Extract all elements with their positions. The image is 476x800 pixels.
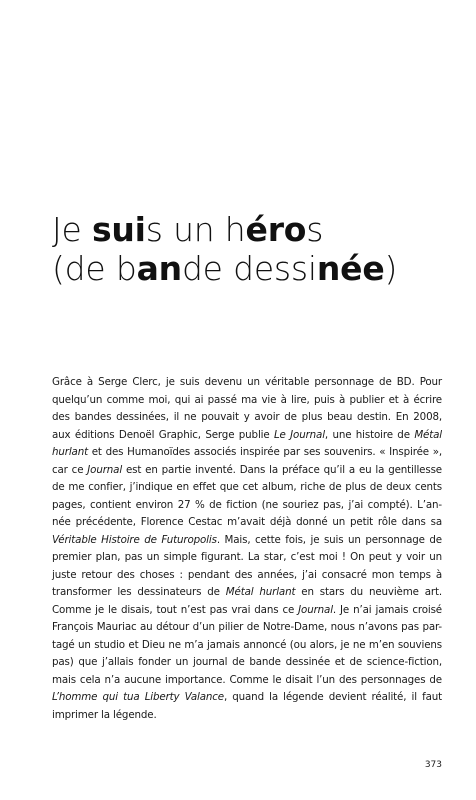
text-run: transformer les dessinateurs de [52, 586, 226, 598]
italic-title-text: Véritable Histoire de Futuropolis [52, 533, 217, 546]
title-segment: née [316, 249, 385, 288]
title-segment: de dessi [181, 249, 317, 288]
italic-title-text: Le Journal [273, 428, 325, 441]
italic-title-text: Journal [298, 603, 333, 616]
text-run: quelqu’un comme moi, qui ai passé ma vie à lire, puis à publier et à écrire [52, 393, 442, 406]
text-run: imprimer la légende. [52, 708, 157, 721]
text-line [52, 707, 442, 725]
text-line [52, 532, 442, 550]
text-line [52, 374, 442, 392]
text-run: , une histoire de [324, 428, 415, 441]
text-line [52, 689, 442, 707]
text-run: François Mauriac au détour d’un pilier de Notre-Dame, nous n’avons pas par- [52, 621, 442, 633]
text-line [52, 462, 442, 480]
text-line [52, 427, 442, 445]
text-line [52, 584, 442, 602]
title-segment: sui [91, 210, 146, 249]
title-segment: ) [384, 249, 398, 288]
text-run: tagé un studio et Dieu ne m’a jamais annoncé (ou alors, je ne m’en souviens [52, 638, 442, 651]
text-line [52, 619, 442, 637]
text-run: . Mais, cette fois, je suis un personnage de [216, 533, 442, 546]
italic-title-text: hurlant [52, 446, 88, 458]
italic-title-text: L’homme qui tua Liberty Valance [52, 691, 224, 703]
text-line [52, 654, 442, 672]
text-run: en stars du neuvième art. [295, 586, 442, 598]
text-line [52, 514, 442, 532]
italic-title-text: Métal [414, 428, 442, 441]
text-run: et des Humanoïdes associés inspirée par ses souvenirs. « Inspirée », [87, 446, 442, 458]
text-line [52, 549, 442, 567]
chapter-title [52, 210, 452, 288]
text-run: de me confier, j’indique en effet que cet album, riche de plus de deux cents [52, 481, 442, 493]
text-run: pas) que j’allais fonder un journal de bande dessinée et de science-fiction, [52, 656, 442, 668]
text-run: Grâce à Serge Clerc, je suis devenu un véritable personnage de BD. Pour [52, 376, 442, 388]
text-run: . Je n’ai jamais croisé [332, 603, 442, 616]
text-run: pages, contient environ 27 % de fiction (ne souriez pas, j’ai compté). L’an- [52, 498, 442, 511]
text-line [52, 479, 442, 497]
text-run: mais cela n’a aucune importance. Comme le disait l’un des personnages de [52, 673, 442, 686]
text-run: aux éditions Denoël Graphic, Serge publie [52, 428, 274, 441]
text-line [52, 497, 442, 515]
title-segment: Je [52, 210, 92, 249]
title-segment: s un h [145, 210, 246, 249]
text-line [52, 392, 442, 410]
text-line [52, 602, 442, 620]
text-run: des bandes dessinées, il ne pouvait y avoir de plus beau destin. En 2008, [52, 411, 442, 423]
text-run: juste retour des choses : pendant des années, j’ai consacré mon temps à [52, 568, 442, 581]
chapter-title-line-2 [52, 249, 452, 288]
title-segment: (de b [52, 249, 137, 288]
chapter-title-line-1 [52, 210, 452, 249]
text-line [52, 672, 442, 690]
text-line [52, 637, 442, 655]
text-run: car ce [52, 463, 88, 476]
text-run: est en partie inventé. Dans la préface qu’il a eu la gentillesse [122, 463, 442, 476]
text-line [52, 409, 442, 427]
text-run: , quand la légende devient réalité, il faut [223, 691, 442, 703]
body-paragraph [52, 374, 442, 724]
text-run: née précédente, Florence Cestac m’avait déjà donné un petit rôle dans sa [52, 516, 442, 528]
title-segment: s [306, 210, 324, 249]
italic-title-text: Journal [87, 463, 123, 476]
text-line [52, 444, 442, 462]
text-line [52, 567, 442, 585]
italic-title-text: Métal hurlant [225, 586, 296, 598]
title-segment: éro [245, 210, 307, 249]
text-run: premier plan, pas un simple figurant. La star, c’est moi ! On peut y voir un [52, 551, 442, 563]
title-segment: an [136, 249, 182, 288]
text-run: Comme je le disais, tout n’est pas vrai dans ce [52, 603, 299, 616]
page-number: 373 [424, 760, 442, 770]
